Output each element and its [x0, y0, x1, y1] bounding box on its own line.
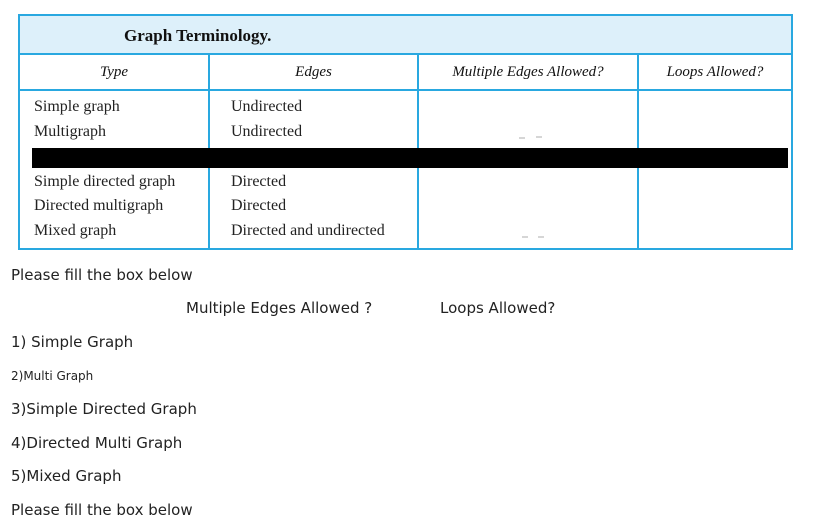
table-cell-edges: Directed	[231, 173, 287, 190]
table-cell-type: Mixed graph	[34, 222, 117, 239]
faint-mark	[536, 136, 542, 138]
list-item: 3)Simple Directed Graph	[11, 400, 197, 418]
table-cell-edges: Directed and undirected	[231, 222, 385, 239]
faint-mark	[538, 236, 544, 238]
table-cell-edges: Undirected	[231, 98, 303, 115]
faint-mark	[522, 236, 528, 238]
table-cell-type: Multigraph	[34, 123, 106, 140]
fill-prompt-bottom: Please fill the box below	[11, 501, 193, 519]
list-item: 4)Directed Multi Graph	[11, 434, 183, 452]
table-cell-edges: Directed	[231, 197, 287, 214]
table-cell-type: Directed multigraph	[34, 197, 164, 214]
column-label-loops: Loops Allowed?	[440, 299, 556, 317]
faint-mark	[519, 137, 525, 139]
redaction-bar	[32, 148, 788, 168]
graph-terminology-table	[18, 14, 793, 250]
list-item: 2)Multi Graph	[11, 369, 94, 383]
fill-prompt-top: Please fill the box below	[11, 266, 193, 284]
header-loops: Loops Allowed?	[666, 64, 764, 80]
list-item: 5)Mixed Graph	[11, 467, 122, 485]
table-cell-edges: Undirected	[231, 123, 303, 140]
header-edges: Edges	[295, 64, 332, 80]
table-title: Graph Terminology.	[124, 26, 272, 45]
table-cell-type: Simple directed graph	[34, 173, 176, 190]
header-type: Type	[99, 64, 129, 80]
table-header-row	[20, 55, 791, 91]
list-item: 1) Simple Graph	[11, 333, 134, 351]
header-multiple-edges: Multiple Edges Allowed?	[452, 64, 604, 80]
table-cell-type: Simple graph	[34, 98, 120, 115]
table-title-bar	[20, 16, 791, 55]
column-label-multiple-edges: Multiple Edges Allowed ?	[186, 299, 373, 317]
